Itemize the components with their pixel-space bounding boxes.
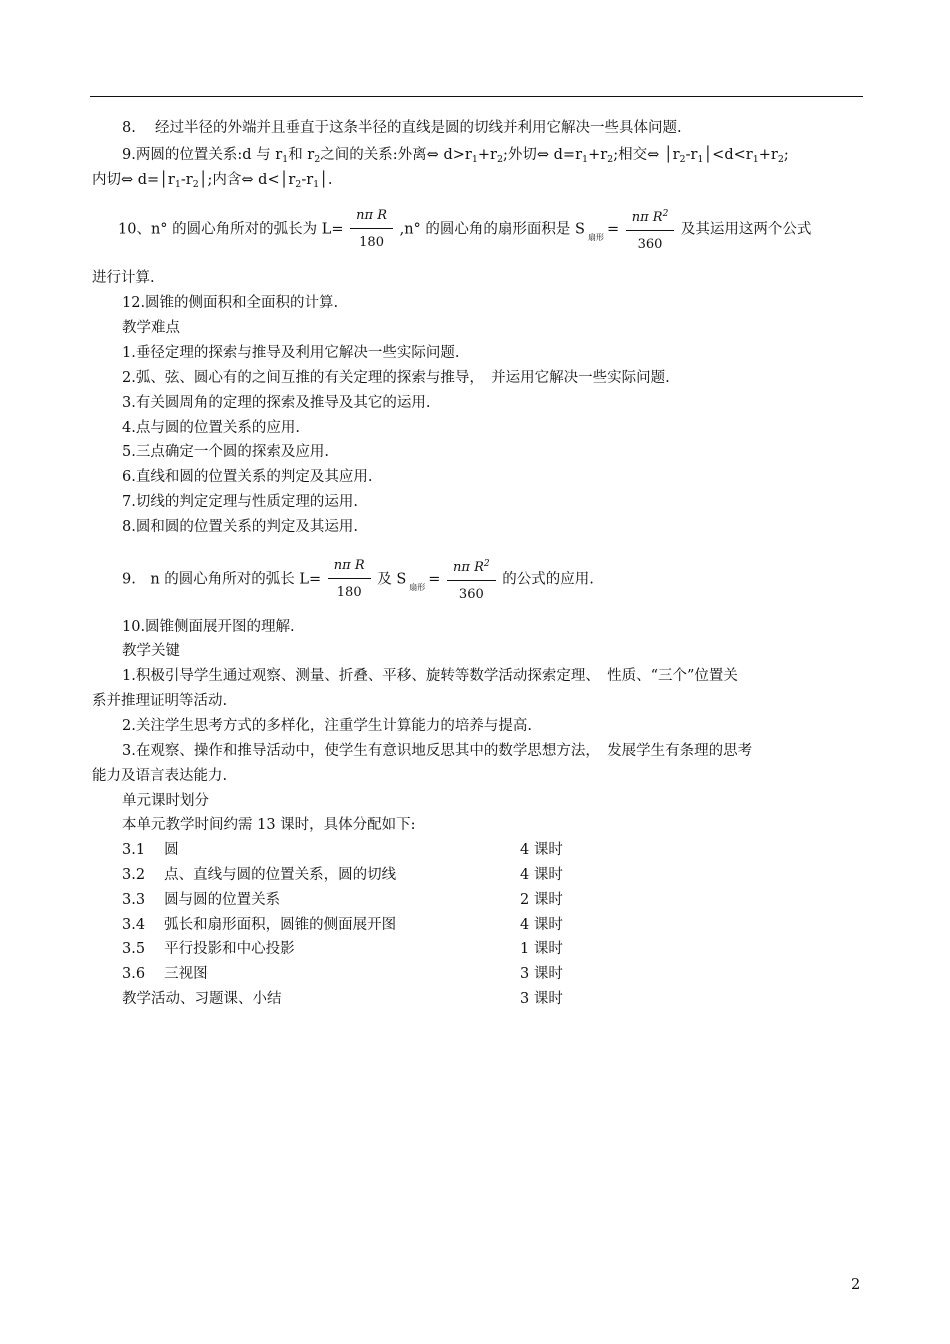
schedule-time: 4 课时 xyxy=(520,867,563,883)
key-3: 3.在观察、操作和推导活动中，使学生有意识地反思其中的数学思想方法， 发展学生有条理的思考 xyxy=(122,743,753,759)
schedule-time: 4 课时 xyxy=(520,842,563,858)
schedule-item: 3.4 弧长和扇形面积，圆锥的侧面展开图 xyxy=(122,917,397,933)
key-2: 2.关注学生思考方式的多样化，注重学生计算能力的培养与提高. xyxy=(122,718,532,734)
page-number: 2 xyxy=(851,1277,861,1293)
point-9-line1: 9.两圆的位置关系:d 与 $r_1$和 $r_2$之间的关系:外离⇔ $d>r_1+r_2$;外切⇔ $d=r_1+r_2$;相交⇔ $│r_2-r_1│<d<r_1+r_2$; xyxy=(122,147,789,165)
difficulty-6: 6.直线和圆的位置关系的判定及其应用. xyxy=(122,469,373,485)
difficulty-5: 5.三点确定一个圆的探索及应用. xyxy=(122,444,329,460)
difficulty-10: 10.圆锥侧面展开图的理解. xyxy=(122,619,295,635)
difficulty-8: 8.圆和圆的位置关系的判定及其运用. xyxy=(122,519,358,535)
schedule-item: 3.1 圆 xyxy=(122,842,179,858)
key-3-cont: 能力及语言表达能力. xyxy=(92,768,228,784)
schedule-item: 3.3 圆与圆的位置关系 xyxy=(122,892,281,908)
schedule-item: 教学活动、习题课、小结 xyxy=(122,991,282,1007)
heading-key: 教学关键 xyxy=(122,643,180,659)
difficulty-4: 4.点与圆的位置关系的应用. xyxy=(122,420,300,436)
difficulty-7: 7.切线的判定定理与性质定理的运用. xyxy=(122,494,358,510)
schedule-time: 4 课时 xyxy=(520,917,563,933)
heading-hours: 单元课时划分 xyxy=(122,793,209,809)
schedule-time: 1 课时 xyxy=(520,941,563,957)
key-1-cont: 系并推理证明等活动. xyxy=(92,693,228,709)
point-8: 8. 经过半径的外端并且垂直于这条半径的直线是圆的切线并利用它解决一些具体问题. xyxy=(122,120,682,136)
schedule-item: 3.6 三视图 xyxy=(122,966,208,982)
key-1: 1.积极引导学生通过观察、测量、折叠、平移、旋转等数学活动探索定理、 性质、“三个”位置关 xyxy=(122,668,738,684)
point-10: 10、n° 的圆心角所对的弧长为 L= $\frac{\text{nπ R}}{180}$ ,n° 的圆心角的扇形面积是 S $_{扇形}$ = $\frac{n\pi R^2}{360}$ 及其运用这两个公式 xyxy=(118,204,811,255)
point-9-line2: 内切⇔ $d=│r_1-r_2│$;内含⇔ $d<│r_2-r_1│$. xyxy=(92,172,333,190)
difficulty-9: 9. n 的圆心角所对的弧长 L= $\frac{\text{nπ R}}{180}$ 及 S $_{扇形}$ = $\frac{n\pi R^2}{360}$ 的公式的应用. xyxy=(122,554,594,605)
schedule-item: 3.2 点、直线与圆的位置关系，圆的切线 xyxy=(122,867,397,883)
point-10-cont: 进行计算. xyxy=(92,270,155,286)
difficulty-2: 2.弧、弦、圆心有的之间互推的有关定理的探索与推导， 并运用它解决一些实际问题. xyxy=(122,370,670,386)
schedule-time: 2 课时 xyxy=(520,892,563,908)
arc-length-fraction: $\frac{\text{nπ R}}{180}$ xyxy=(350,206,393,253)
schedule-time: 3 课时 xyxy=(520,966,563,982)
header-rule xyxy=(90,96,863,97)
sector-area-fraction-2: $\frac{n\pi R^2}{360}$ xyxy=(447,554,496,605)
point-12: 12.圆锥的侧面积和全面积的计算. xyxy=(122,295,339,311)
heading-difficulty: 教学难点 xyxy=(122,320,180,336)
schedule-time: 3 课时 xyxy=(520,991,563,1007)
hours-intro: 本单元教学时间约需 13 课时，具体分配如下: xyxy=(122,817,416,833)
sector-area-fraction: $\frac{n\pi R^2}{360}$ xyxy=(626,204,675,255)
difficulty-1: 1.垂径定理的探索与推导及利用它解决一些实际问题. xyxy=(122,345,460,361)
schedule-item: 3.5 平行投影和中心投影 xyxy=(122,941,295,957)
difficulty-3: 3.有关圆周角的定理的探索及推导及其它的运用. xyxy=(122,395,431,411)
arc-length-fraction-2: $\frac{\text{nπ R}}{180}$ xyxy=(328,556,371,603)
